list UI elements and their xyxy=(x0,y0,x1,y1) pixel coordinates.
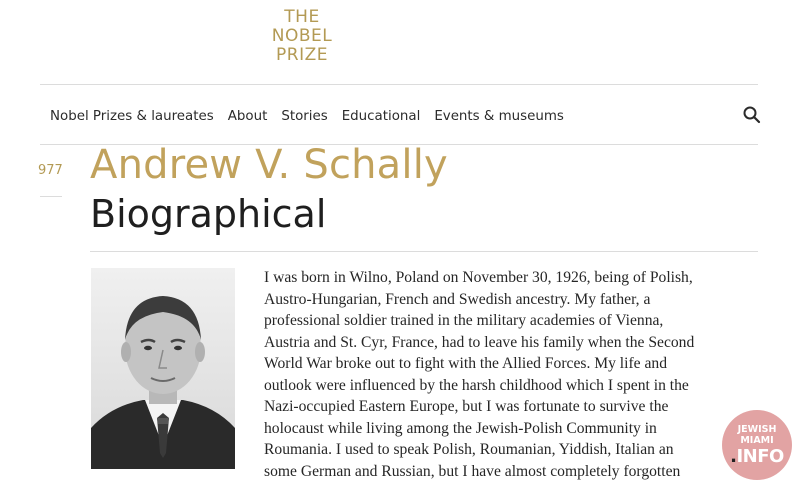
nav-item-events-museums[interactable]: Events & museums xyxy=(434,109,564,124)
watermark-word-miami: MIAMI xyxy=(740,435,773,446)
logo-line-prize: PRIZE xyxy=(262,46,342,65)
bio-line: professional soldier trained in the military academies of Vienna, xyxy=(264,310,754,332)
bio-line: outlook were influenced by the harsh childhood which I spent in the xyxy=(264,375,754,397)
bio-line: Nazi-occupied Eastern Europe, but I was fortunate to survive the xyxy=(264,396,754,418)
logo-line-nobel: NOBEL xyxy=(262,27,342,46)
watermark-line-2: .INFO xyxy=(722,446,792,467)
bio-line: Austro-Hungarian, French and Swedish ancestry. My father, a xyxy=(264,289,754,311)
bio-line: I was born in Wilno, Poland on November 30, 1926, being of Polish, xyxy=(264,267,754,289)
nobel-prize-logo[interactable] xyxy=(262,8,342,65)
jewish-miami-info-watermark xyxy=(722,410,792,480)
watermark-line-1 xyxy=(722,424,792,446)
search-icon[interactable] xyxy=(742,105,762,125)
logo-line-the: THE xyxy=(262,8,342,27)
main-nav xyxy=(50,105,760,127)
bio-line: World War broke out to fight with the Allied Forces. My life and xyxy=(264,353,754,375)
year-tab[interactable]: 977 xyxy=(38,163,63,178)
laureate-name: Andrew V. Schally xyxy=(90,142,448,188)
nav-item-nobel-prizes[interactable]: Nobel Prizes & laureates xyxy=(50,109,214,124)
page-title: Biographical xyxy=(90,192,326,236)
bio-line: holocaust while living among the Jewish-Polish Community in xyxy=(264,418,754,440)
bio-line: Roumania. I used to speak Polish, Roumanian, Yiddish, Italian an xyxy=(264,439,754,461)
header-divider xyxy=(40,84,758,85)
nav-item-about[interactable]: About xyxy=(228,109,268,124)
title-divider xyxy=(90,251,758,252)
bio-line: Austria and St. Cyr, France, had to leave his family when the Second xyxy=(264,332,754,354)
nav-item-educational[interactable]: Educational xyxy=(342,109,421,124)
year-tab-underline xyxy=(40,196,62,197)
watermark-word-jewish: JEWISH xyxy=(738,424,777,435)
watermark-word-info: INFO xyxy=(736,446,783,467)
laureate-portrait-photo xyxy=(91,268,235,469)
bio-line: some German and Russian, but I have almost completely forgotten xyxy=(264,461,754,482)
biography-text xyxy=(264,267,754,482)
nav-item-stories[interactable]: Stories xyxy=(281,109,327,124)
